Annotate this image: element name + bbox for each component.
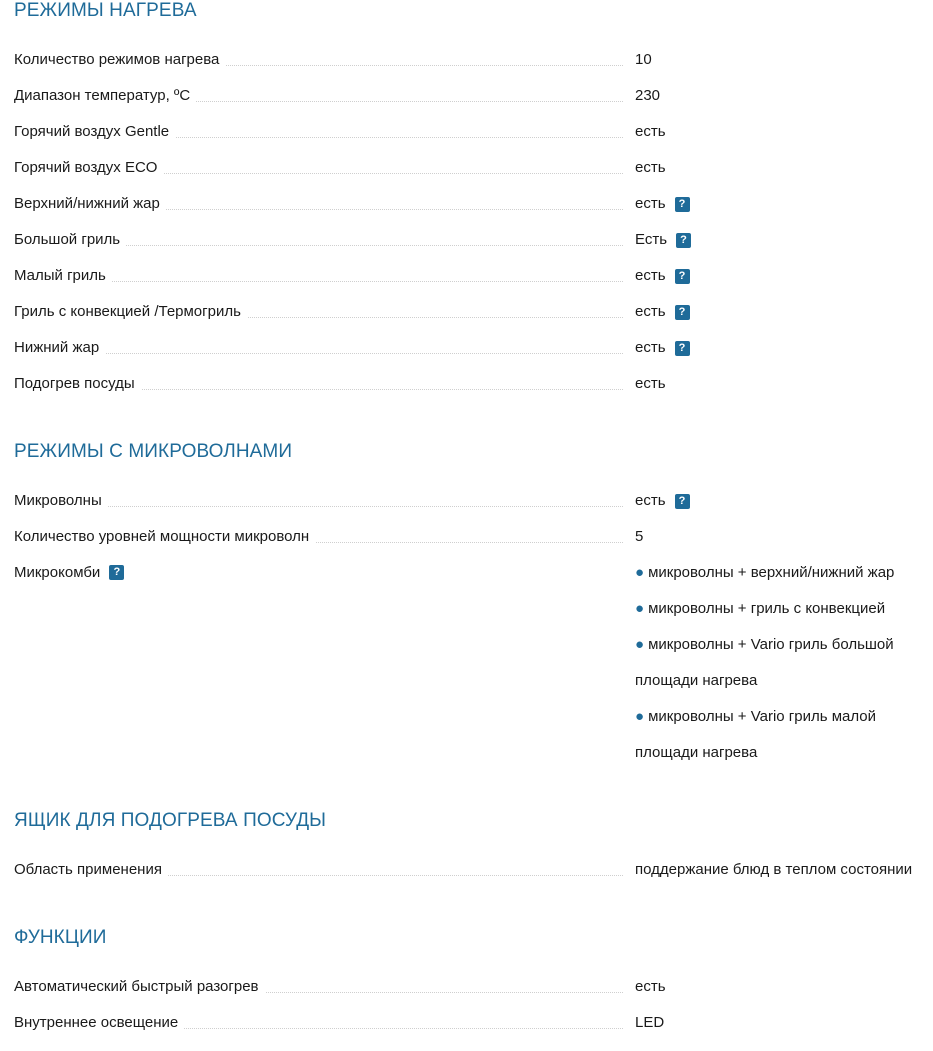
section-title-microwave-modes: РЕЖИМЫ С МИКРОВОЛНАМИ (14, 441, 293, 462)
spec-row (14, 375, 933, 411)
spec-label (14, 51, 623, 87)
spec-row (14, 51, 933, 87)
list-item (635, 555, 933, 591)
bullet-icon: ● (635, 708, 645, 725)
spec-label-text: Автоматический быстрый разогрев (14, 978, 265, 996)
section-title-heating-modes: РЕЖИМЫ НАГРЕВА (14, 0, 197, 21)
spec-label (14, 978, 623, 1014)
help-icon[interactable]: ? (675, 269, 690, 284)
list-item-text: площади нагрева (635, 744, 758, 761)
spec-value (635, 267, 933, 285)
list-item (635, 591, 933, 627)
help-icon[interactable]: ? (676, 233, 691, 248)
spec-label (14, 87, 623, 123)
spec-value (635, 861, 933, 879)
spec-label (14, 492, 623, 528)
spec-label (14, 123, 623, 159)
spec-value-text: LED (635, 1014, 665, 1031)
bullet-icon: ● (635, 600, 645, 617)
spec-value-text: 5 (635, 528, 644, 545)
spec-value (635, 51, 933, 69)
list-item-continuation (635, 663, 933, 699)
spec-label-text: Гриль с конвекцией /Термогриль (14, 303, 247, 321)
spec-value-text: есть (635, 492, 666, 509)
list-item-text: микроволны + Vario гриль малой (648, 708, 877, 725)
spec-label (14, 231, 623, 267)
spec-value (635, 528, 933, 546)
spec-row (14, 123, 933, 159)
spec-value (635, 87, 933, 105)
list-item-text: площади нагрева (635, 672, 758, 689)
spec-label-text: Микроволны (14, 492, 108, 510)
spec-value-text: есть (635, 303, 666, 320)
spec-label (14, 159, 623, 195)
spec-value (635, 1014, 933, 1032)
spec-row (14, 303, 933, 339)
bullet-icon: ● (635, 564, 645, 581)
spec-value (635, 123, 933, 141)
spec-row (14, 861, 933, 897)
spec-row-microcombi (14, 564, 933, 780)
spec-row (14, 159, 933, 195)
spec-row (14, 231, 933, 267)
spec-label (14, 375, 623, 411)
help-icon[interactable]: ? (109, 565, 124, 580)
spec-label-text: Верхний/нижний жар (14, 195, 166, 213)
spec-label-text: Количество уровней мощности микроволн (14, 528, 315, 546)
microcombi-options-list (635, 555, 933, 771)
spec-value-text: есть (635, 159, 666, 176)
spec-label (14, 339, 623, 375)
spec-row (14, 267, 933, 303)
list-item (635, 627, 933, 663)
spec-value-text: 10 (635, 51, 652, 68)
spec-value-text: есть (635, 978, 666, 995)
spec-label (14, 528, 623, 564)
spec-row (14, 339, 933, 375)
spec-value-text: есть (635, 339, 666, 356)
section-title-warming-drawer: ЯЩИК ДЛЯ ПОДОГРЕВА ПОСУДЫ (14, 810, 327, 831)
help-icon[interactable]: ? (675, 341, 690, 356)
spec-row (14, 978, 933, 1014)
spec-value (635, 375, 933, 393)
spec-label (14, 861, 623, 897)
spec-label (14, 564, 623, 600)
spec-label-text: Подогрев посуды (14, 375, 141, 393)
spec-value-text: поддержание блюд в теплом состоянии (635, 861, 913, 878)
spec-label (14, 303, 623, 339)
spec-value (635, 195, 933, 213)
spec-label (14, 195, 623, 231)
spec-label-text: Горячий воздух ECO (14, 159, 163, 177)
spec-label-text: Диапазон температур, ºС (14, 87, 196, 105)
leader-dots (14, 353, 623, 354)
spec-label-text: Микрокомби (14, 564, 106, 582)
list-item-text: микроволны + Vario гриль большой (648, 636, 894, 653)
spec-label (14, 1014, 623, 1050)
spec-value-text: Есть (635, 231, 668, 248)
spec-value-text: есть (635, 123, 666, 140)
spec-label-text: Малый гриль (14, 267, 112, 285)
spec-value-text: есть (635, 375, 666, 392)
spec-label-text: Область применения (14, 861, 168, 879)
spec-label (14, 267, 623, 303)
spec-row (14, 1014, 933, 1050)
spec-value (635, 492, 933, 510)
bullet-icon: ● (635, 636, 645, 653)
spec-value-text: 230 (635, 87, 661, 104)
spec-label-text: Нижний жар (14, 339, 105, 357)
list-item-continuation (635, 735, 933, 771)
spec-value (635, 978, 933, 996)
spec-label-text: Внутреннее освещение (14, 1014, 184, 1032)
list-item-text: микроволны + верхний/нижний жар (648, 564, 895, 581)
section-title-functions: ФУНКЦИИ (14, 927, 107, 948)
spec-value (635, 303, 933, 321)
spec-value-text: есть (635, 195, 666, 212)
spec-label-text: Большой гриль (14, 231, 126, 249)
spec-row (14, 492, 933, 528)
spec-label-text: Горячий воздух Gentle (14, 123, 175, 141)
help-icon[interactable]: ? (675, 197, 690, 212)
spec-value (635, 339, 933, 357)
spec-value-text: есть (635, 267, 666, 284)
spec-row (14, 195, 933, 231)
list-item (635, 699, 933, 735)
help-icon[interactable]: ? (675, 305, 690, 320)
spec-label-text: Количество режимов нагрева (14, 51, 225, 69)
spec-value (635, 231, 933, 249)
spec-row (14, 87, 933, 123)
help-icon[interactable]: ? (675, 494, 690, 509)
spec-value (635, 159, 933, 177)
list-item-text: микроволны + гриль с конвекцией (648, 600, 886, 617)
